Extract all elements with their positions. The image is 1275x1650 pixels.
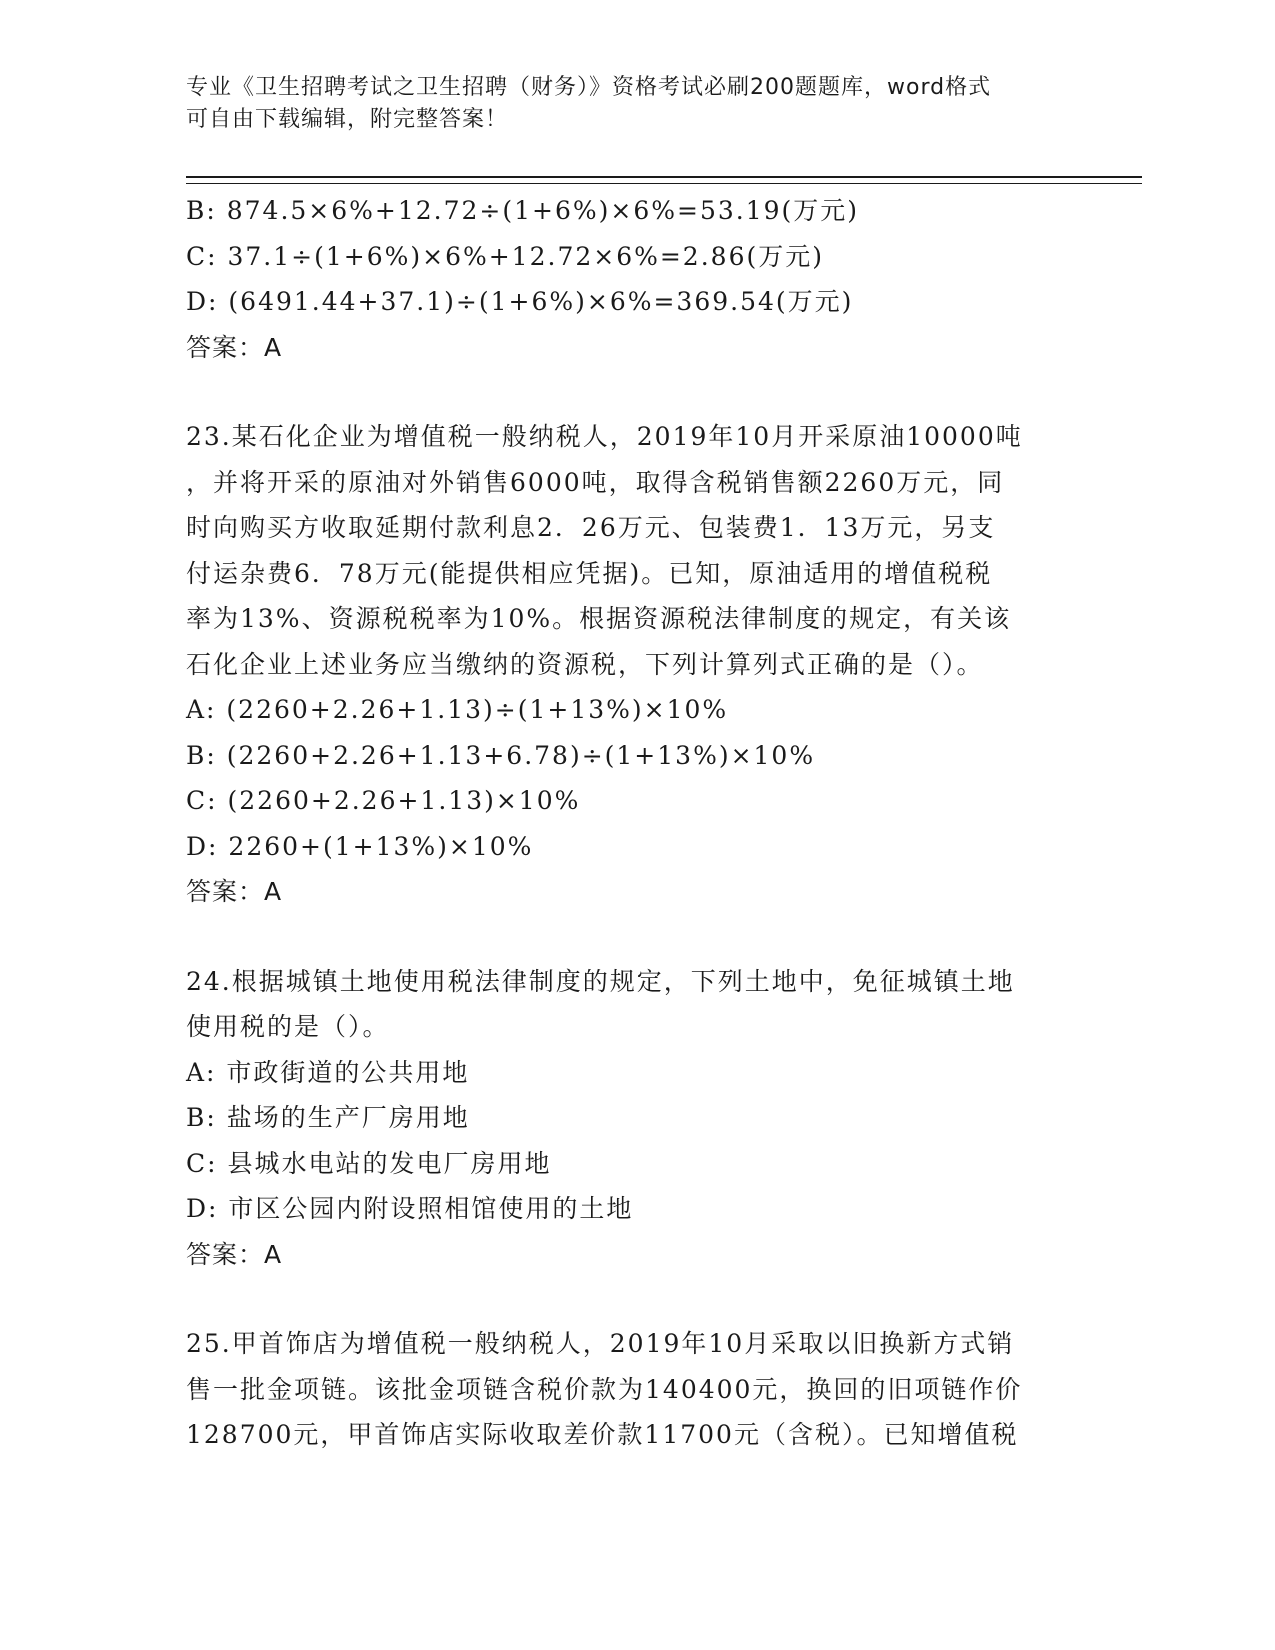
answer-line: 答案：A <box>186 877 283 906</box>
option-b: B: 874.5×6%+12.72÷(1+6%)×6%=53.19(万元) <box>186 196 860 225</box>
spacer <box>186 370 1086 414</box>
question-23 <box>186 414 1086 915</box>
question-stem-line: 时向购买方收取延期付款利息2．26万元、包装费1．13万元，另支 <box>186 513 996 542</box>
question-stem-line: 售一批金项链。该批金项链含税价款为140400元，换回的旧项链作价 <box>186 1374 1023 1404</box>
question-stem-line: 25.甲首饰店为增值税一般纳税人，2019年10月采取以旧换新方式销 <box>186 1329 1015 1358</box>
option-c: C: (2260+2.26+1.13)×10% <box>186 786 581 815</box>
header-divider-thin <box>186 183 1142 184</box>
question-22 <box>186 188 1086 370</box>
question-stem-line: ，并将开采的原油对外销售6000吨，取得含税销售额2260万元，同 <box>186 467 1005 497</box>
question-stem-line: 率为13%、资源税税率为10%。根据资源税法律制度的规定，有关该 <box>186 604 1012 633</box>
option-b: B: 盐场的生产厂房用地 <box>186 1103 470 1132</box>
option-a: A: 市政街道的公共用地 <box>186 1057 470 1087</box>
option-d: D: (6491.44+37.1)÷(1+6%)×6%=369.54(万元) <box>186 287 854 316</box>
header-title-line-2: 可自由下载编辑，附完整答案！ <box>186 107 509 132</box>
question-stem-line: 24.根据城镇土地使用税法律制度的规定，下列土地中，免征城镇土地 <box>186 966 1015 996</box>
document-header <box>186 72 1066 136</box>
spacer <box>186 1277 1086 1321</box>
option-a: A: (2260+2.26+1.13)÷(1+13%)×10% <box>186 695 729 724</box>
option-d: D: 市区公园内附设照相馆使用的土地 <box>186 1194 634 1223</box>
header-divider-thick <box>186 176 1142 178</box>
answer-line: 答案：A <box>186 1239 283 1269</box>
option-c: C: 37.1÷(1+6%)×6%+12.72×6%=2.86(万元) <box>186 241 824 271</box>
spacer <box>186 915 1086 959</box>
option-b: B: (2260+2.26+1.13+6.78)÷(1+13%)×10% <box>186 740 816 770</box>
question-stem-line: 石化企业上述业务应当缴纳的资源税，下列计算列式正确的是（）。 <box>186 649 984 679</box>
option-d: D: 2260+(1+13%)×10% <box>186 831 534 861</box>
question-25 <box>186 1321 1086 1458</box>
answer-line: 答案：A <box>186 332 283 362</box>
document-body <box>186 188 1086 1458</box>
question-stem-line: 128700元，甲首饰店实际收取差价款11700元（含税）。已知增值税 <box>186 1420 1019 1449</box>
question-24 <box>186 959 1086 1278</box>
header-title-line-1: 专业《卫生招聘考试之卫生招聘（财务）》资格考试必刷200题题库，word格式 <box>186 75 992 100</box>
question-stem-line: 付运杂费6．78万元(能提供相应凭据)。已知，原油适用的增值税税 <box>186 558 993 588</box>
question-stem-line: 23.某石化企业为增值税一般纳税人，2019年10月开采原油10000吨 <box>186 422 1023 451</box>
question-stem-line: 使用税的是（）。 <box>186 1012 390 1041</box>
option-c: C: 县城水电站的发电厂房用地 <box>186 1148 552 1178</box>
